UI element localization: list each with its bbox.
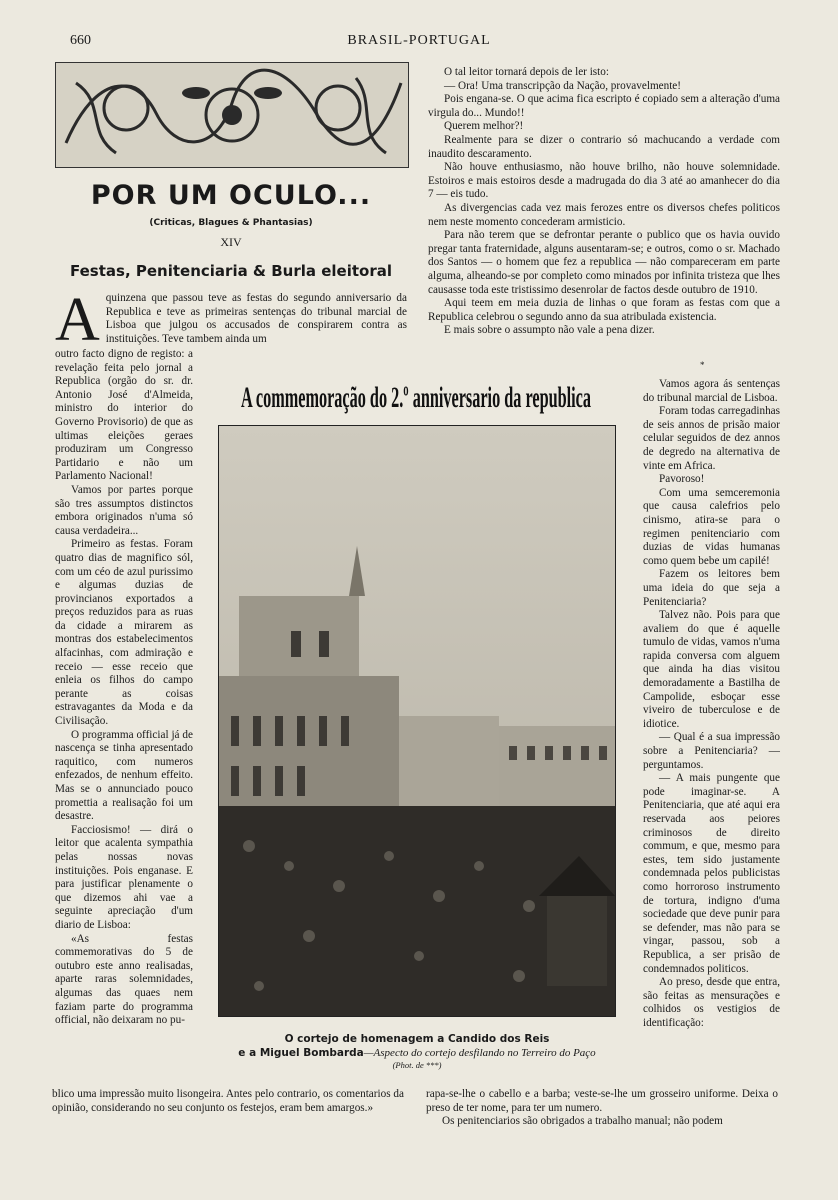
paragraph: Foram todas carregadinhas de seis annos de prisão maior celular seguidos de dez annos de degredo na alternativa de vinte em Africa. bbox=[643, 405, 780, 472]
caption-line-2 bbox=[212, 1046, 622, 1060]
paragraph: Facciosismo! — dirá o leitor que acalenta sympathia pelas nossas novas instituições. Pois enganase. E para justificar plenamente o que dizemos ahi vae a seguinte apreciação d'um diario de Lisboa: bbox=[55, 823, 193, 931]
paragraph: O programma official já de nascença se tinha apresentado raquitico, com numeros enfezados, de nenhum effeito. Mas se o annunciado pouco promettia a realisação foi um desastre. bbox=[55, 728, 193, 823]
column-left bbox=[55, 348, 193, 1028]
caption-bold-2: e a Miguel Bombarda bbox=[238, 1047, 364, 1059]
article-title: POR UM OCULO... bbox=[90, 180, 372, 211]
parade-photograph bbox=[218, 425, 616, 1017]
paragraph: Aqui teem em meia duzia de linhas o que foram as festas com que a Republica celebrou o segundo anno da sua atribulada existencia. bbox=[428, 297, 780, 323]
paragraph: — A mais pungente que pode imaginar-se. A Penitenciaria, que até aqui era reservada aos peiores criminosos de direito commum, e que, mesmo para estes, tem sido justamente condemnada pelos publicistas como horroroso instrumento de tortura, indigno d'uma sociedade que deve punir para se defender, mas não para se vingar, passou, sob a Republica, a ser prisão de condemnados politicos. bbox=[643, 772, 780, 975]
figure-headline-text: A commemoração do 2.º anniversario da republica bbox=[241, 381, 591, 414]
paragraph: blico uma impressão muito lisongeira. Antes pelo contrario, os comentarios da opinião, considerando no seu conjunto os festejos, eram bem amargos.» bbox=[52, 1088, 404, 1114]
paragraph: O tal leitor tornará depois de ler isto: bbox=[444, 66, 609, 78]
paragraph: Primeiro as festas. Foram quatro dias de magnifico sól, com um céo de azul purissimo e algumas duzias de provincianos exportados a preços reduzidos para as ruas da cidade a mirarem as montras dos estabelecimentos alfacinhas, com admiração e receio — esse receio que enleia os filhos do campo perante as coisas estravagantes da Moda e da Civilisação. bbox=[55, 538, 193, 728]
paragraph: Talvez não. Pois para que avaliem do que é aquelle tumulo de vidas, vamos n'uma rapida conversa com alguem que ainda ha dias visitou demoradamente a Bastilha de Campolide, esboçar esse viveiro de tuberculose e de idiotice. bbox=[643, 609, 780, 730]
article-number: XIV bbox=[220, 235, 242, 249]
figure-headline bbox=[238, 376, 594, 416]
paragraph: rapa-se-lhe o cabello e a barba; veste-se-lhe um grosseiro uniforme. Deixa o preso de ter nome, para ter um numero. bbox=[426, 1088, 778, 1114]
running-title: BRASIL-PORTUGAL bbox=[347, 33, 491, 48]
section-separator: * bbox=[700, 360, 705, 370]
paragraph: Realmente para se dizer o contrario só machucando a verdade com inaudito descaramento. bbox=[428, 133, 780, 160]
ornamental-header-image bbox=[55, 62, 409, 168]
caption-italic: —Aspecto do cortejo desfilando no Terreiro do Paço bbox=[363, 1047, 596, 1059]
bottom-left-text bbox=[52, 1088, 404, 1115]
column-right bbox=[643, 378, 780, 1031]
paragraph: Não houve enthusiasmo, não houve brilho, não houve solemnidade. Estoiros e mais estoiros desde a madrugada do dia 3 até ao amanhecer do dia 7 — eis tudo. bbox=[428, 161, 780, 201]
paragraph: Os penitenciarios são obrigados a trabalho manual; não podem bbox=[442, 1115, 723, 1128]
caption-line-1: O cortejo de homenagem a Candido dos Reis bbox=[284, 1033, 550, 1045]
paragraph: «As festas commemorativas do 5 de outubro este anno realisadas, aparte raras solemnidades, algumas das quaes nem faziam parte do programma official, não deixaram no pu- bbox=[55, 932, 193, 1027]
article-subtitle: (Criticas, Blagues & Phantasias) bbox=[149, 218, 313, 228]
paragraph: Com uma semceremonia que causa calefrios pelo cinismo, atira-se para o regimen penitenciario com duzias de vidas humanas como quem bebe um capilé! bbox=[643, 486, 780, 567]
intro-text: quinzena que passou teve as festas do segundo anniversario da Republica e teve as primeiras sentenças do tribunal marcial de Lisboa que julgou os accusados de conspirarem contra as instituições. Teve tambem ainda um bbox=[105, 292, 407, 345]
bottom-right-text bbox=[426, 1088, 778, 1129]
column-right-top bbox=[428, 66, 780, 338]
paragraph: Vamos agora ás sentenças do tribunal marcial de Lisboa. bbox=[643, 378, 780, 404]
page-number: 660 bbox=[70, 33, 91, 48]
paragraph: — Ora! Uma transcripção da Nação, provavelmente! bbox=[444, 79, 682, 92]
paragraph: outro facto digno de registo: a revelação feita pelo jornal a Republica (orgão do sr. dr. Antonio José d'Almeida, ministro do interior do Governo Provisorio) de que as ultimas eleições geraes produziram um Congresso Partidario e não um Parlamento Nacional! bbox=[55, 348, 193, 483]
paragraph: Fazem os leitores bem uma ideia do que seja a Penitenciaria? bbox=[643, 568, 780, 608]
paragraph: Pavoroso! bbox=[659, 473, 705, 486]
intro-paragraph bbox=[55, 286, 407, 354]
paragraph: Pois engana-se. O que acima fica escripto é copiado sem a alteração d'uma virgula do... Mundo!! bbox=[428, 93, 780, 119]
paragraph: Para não terem que se defrontar perante o publico que os havia ouvido pregar tanta fraternidade, alguns ausentaram-se; e outros, como o sr. Machado dos Santos — o homem que fez a republica — não compareceram em parte alguma, alheando-se por completo como minados por infinita tristeza que lhes causasse toda este tristissimo desenrolar de factos desde outubro de 1910. bbox=[428, 229, 780, 296]
figure-caption bbox=[212, 1032, 622, 1060]
paragraph: Ao preso, desde que entra, são feitas as mensurações e colhidos os vestigios de identificação: bbox=[643, 976, 780, 1029]
paragraph: As divergencias cada vez mais ferozes entre os diversos chefes politicos nem neste momento concederam armisticio. bbox=[428, 201, 780, 228]
dropcap-letter: A bbox=[55, 286, 100, 354]
paragraph: Vamos por partes porque são tres assumptos distinctos embora originados n'uma só causa verdadeira... bbox=[55, 483, 193, 537]
paragraph: E mais sobre o assumpto não vale a pena dizer. bbox=[444, 324, 655, 337]
photo-credit: (Phot. de ***) bbox=[392, 1060, 442, 1070]
paragraph: — Qual é a sua impressão sobre a Penitenciaria? — perguntamos. bbox=[643, 731, 780, 771]
paragraph: Querem melhor?! bbox=[444, 120, 524, 133]
section-title: Festas, Penitenciaria & Burla eleitoral bbox=[70, 262, 392, 280]
